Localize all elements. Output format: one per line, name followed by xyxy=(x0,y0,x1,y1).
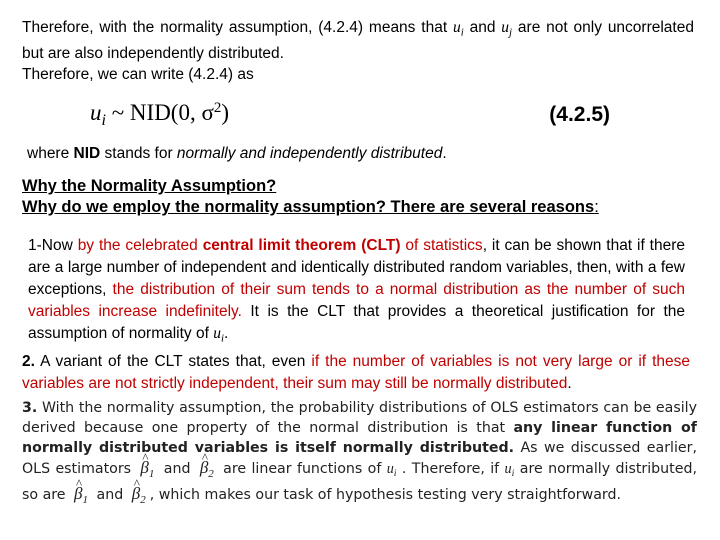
intro-paragraph xyxy=(22,17,694,85)
nid-definition: where NID stands for normally and independently distributed. xyxy=(27,145,447,162)
intro-and: and xyxy=(469,19,496,36)
equation-number: (4.2.5) xyxy=(549,103,610,126)
reason-2-paragraph: 2. A variant of the CLT states that, even if the number of variables is not very large or if these variables are not strictly independent, their sum may still be normally distributed. xyxy=(22,353,690,392)
intro-sentence xyxy=(22,17,694,64)
equation-formula: $u_i$ ~ NID(0, $\sigma^2$) xyxy=(90,100,230,130)
beta-2-hat-symbol: ^ $\beta_2$ xyxy=(132,484,146,510)
u-i-symbol: $u_i$ xyxy=(452,19,464,39)
linear-function-property: any linear function of normally distributed variables is itself normally distributed. xyxy=(22,420,697,456)
beta-2-hat-symbol: ^ $\beta_2$ xyxy=(200,458,214,484)
beta-1-hat-symbol: ^ $\beta_1$ xyxy=(74,484,88,510)
heading-several-reasons: Why do we employ the normality assumption? There are several reasons: xyxy=(22,198,599,216)
clt-term: central limit theorem (CLT) xyxy=(202,237,401,254)
reason-1-paragraph: 1-Now by the celebrated central limit theorem (CLT) of statistics, it can be shown that if there are a large number of independent and identically distributed random variables, then, with a few exceptions, the distribution of their sum tends to a normal distribution as the number of such variables increase indefinitely. It is the CLT that provides a theoretical justification for the assumption of normality of $u_i$. xyxy=(28,237,685,345)
equation-4-2-5 xyxy=(90,100,610,134)
u-j-symbol: $u_j$ xyxy=(501,19,513,39)
nid-meaning: normally and independently distributed xyxy=(176,145,443,162)
heading-why-normality: Why the Normality Assumption? xyxy=(22,177,277,195)
u-i-symbol: $u_i$ xyxy=(213,325,224,345)
intro-line-2: Therefore, we can write (4.2.4) as xyxy=(22,66,254,84)
nid-term: NID xyxy=(73,145,101,162)
u-i-symbol: $u_i$ xyxy=(386,461,397,479)
intro-text-end: are not only uncorrelated but are also independently distributed. xyxy=(22,19,694,63)
reason-3-paragraph: 3. With the normality assumption, the probability distributions of OLS estimators can be easily derived because one property of the normal distribution is that any linear function of normally distributed variables is itself normally distributed. As we discussed earlier, OLS estimators ^ $\beta_1$ and ^ $\beta_2$ are linear functions of $u_i$ . Therefore, if $u_i$ are normally distributed, so are ^ $\beta_1$ and ^ $\beta_2$ , which makes our task of hypothesis testing very straightforward. xyxy=(22,398,697,510)
beta-1-hat-symbol: ^ $\beta_1$ xyxy=(140,458,154,484)
u-i-symbol: $u_i$ xyxy=(504,461,515,479)
intro-text: Therefore, with the normality assumption, (4.2.4) means that xyxy=(22,19,448,36)
